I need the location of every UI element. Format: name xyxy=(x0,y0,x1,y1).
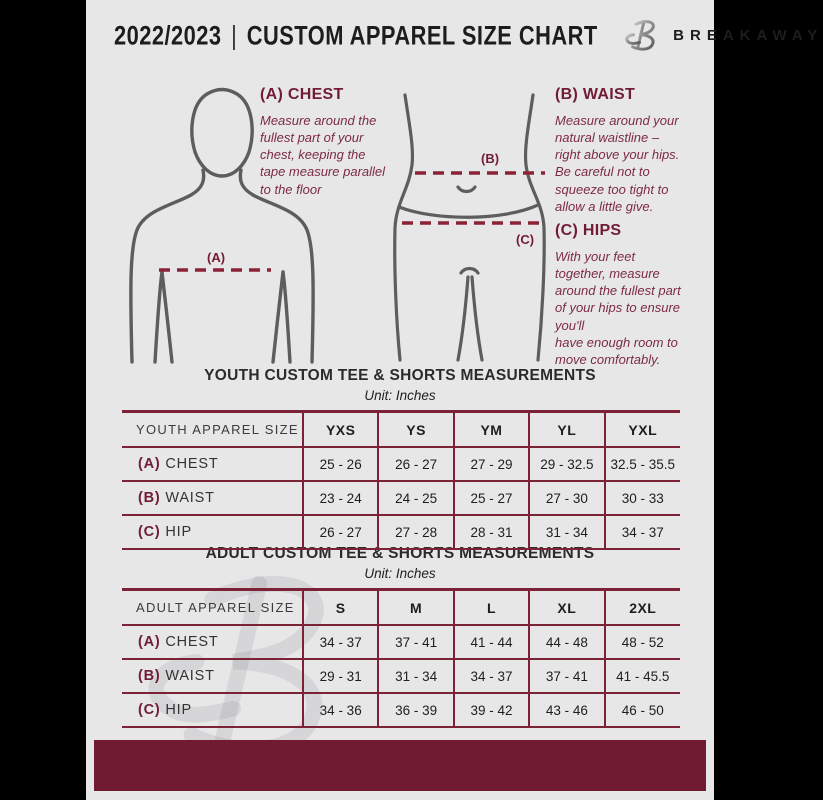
title-separator: | xyxy=(231,19,238,50)
table-row xyxy=(122,447,680,481)
row-label: (A) CHEST xyxy=(138,634,219,650)
size-chart-page xyxy=(86,0,823,800)
table-cell: 28 - 31 xyxy=(454,515,529,549)
title-text: CUSTOM APPAREL SIZE CHART xyxy=(246,19,598,50)
table-cell: 26 - 27 xyxy=(303,515,378,549)
breakaway-logo-icon xyxy=(623,17,663,54)
row-label: (C) HIP xyxy=(138,524,192,540)
footer-accent-bar xyxy=(94,740,706,791)
table-header-row xyxy=(122,590,680,626)
table-cell: 34 - 37 xyxy=(454,659,529,693)
brand-lockup xyxy=(623,17,823,54)
hip-marker-label: (C) xyxy=(516,232,535,247)
lower-body-figure xyxy=(385,95,550,360)
waist-marker-label: (B) xyxy=(481,151,500,166)
table-row xyxy=(122,481,680,515)
table-cell: 44 - 48 xyxy=(529,625,604,659)
column-header: M xyxy=(378,590,453,626)
waist-heading: (B) WAIST xyxy=(555,86,636,103)
table-cell: 29 - 31 xyxy=(303,659,378,693)
waist-description: Measure around your natural waistline – right above your hips. Be careful not to squeeze too tight to allow a little give. xyxy=(555,113,680,214)
column-header: YS xyxy=(378,412,453,448)
table-cell: 27 - 29 xyxy=(454,447,529,481)
adult-section-title: ADULT CUSTOM TEE & SHORTS MEASUREMENTS xyxy=(205,545,595,562)
table-cell: 36 - 39 xyxy=(378,693,453,727)
column-header: YXS xyxy=(303,412,378,448)
chest-description: Measure around the fullest part of your chest, keeping the tape measure parallel to the floor xyxy=(260,113,386,197)
page-title xyxy=(114,19,598,51)
table-row xyxy=(122,515,680,549)
row-label: (A) CHEST xyxy=(138,456,219,472)
column-header: YL xyxy=(529,412,604,448)
header xyxy=(86,0,823,70)
table-cell: 27 - 28 xyxy=(378,515,453,549)
table-cell: 29 - 32.5 xyxy=(529,447,604,481)
table-cell: 25 - 27 xyxy=(454,481,529,515)
youth-size-table xyxy=(122,410,680,550)
table-cell: 31 - 34 xyxy=(529,515,604,549)
row-label: (B) WAIST xyxy=(138,490,215,506)
table-cell: 43 - 46 xyxy=(529,693,604,727)
table-cell: 48 - 52 xyxy=(605,625,680,659)
table-cell: 26 - 27 xyxy=(378,447,453,481)
column-header: YM xyxy=(454,412,529,448)
column-header: XL xyxy=(529,590,604,626)
table-cell: 39 - 42 xyxy=(454,693,529,727)
brand-name: BREAKAWAY xyxy=(673,26,823,44)
row-label: (B) WAIST xyxy=(138,668,215,684)
table-cell: 37 - 41 xyxy=(529,659,604,693)
table-row xyxy=(122,693,680,727)
table-header-row xyxy=(122,412,680,448)
table-cell: 24 - 25 xyxy=(378,481,453,515)
adult-size-table xyxy=(122,588,680,728)
title-year: 2022/2023 xyxy=(114,19,222,50)
hips-description: With your feet together, measure around the fullest part of your hips to ensure you'll have enough room to move comfortably. xyxy=(555,249,681,367)
table-row xyxy=(122,625,680,659)
column-header: 2XL xyxy=(605,590,680,626)
column-header: YXL xyxy=(605,412,680,448)
column-header: L xyxy=(454,590,529,626)
table-row xyxy=(122,659,680,693)
table-cell: 41 - 44 xyxy=(454,625,529,659)
table-cell: 37 - 41 xyxy=(378,625,453,659)
column-header: ADULT APPAREL SIZE xyxy=(136,600,295,615)
table-cell: 30 - 33 xyxy=(605,481,680,515)
column-header: S xyxy=(303,590,378,626)
table-cell: 46 - 50 xyxy=(605,693,680,727)
column-header: YOUTH APPAREL SIZE xyxy=(136,422,299,437)
table-cell: 31 - 34 xyxy=(378,659,453,693)
table-cell: 41 - 45.5 xyxy=(605,659,680,693)
table-cell: 23 - 24 xyxy=(303,481,378,515)
table-cell: 34 - 37 xyxy=(303,625,378,659)
table-cell: 34 - 37 xyxy=(605,515,680,549)
youth-section-title: YOUTH CUSTOM TEE & SHORTS MEASUREMENTS xyxy=(204,367,596,384)
row-label: (C) HIP xyxy=(138,702,192,718)
youth-section-unit: Unit: Inches xyxy=(364,388,436,403)
chest-heading: (A) CHEST xyxy=(260,86,344,103)
hips-heading: (C) HIPS xyxy=(555,222,622,239)
table-cell: 34 - 36 xyxy=(303,693,378,727)
adult-section-unit: Unit: Inches xyxy=(364,566,436,581)
table-cell: 25 - 26 xyxy=(303,447,378,481)
chest-marker-label: (A) xyxy=(207,250,226,265)
table-cell: 32.5 - 35.5 xyxy=(605,447,680,481)
table-cell: 27 - 30 xyxy=(529,481,604,515)
